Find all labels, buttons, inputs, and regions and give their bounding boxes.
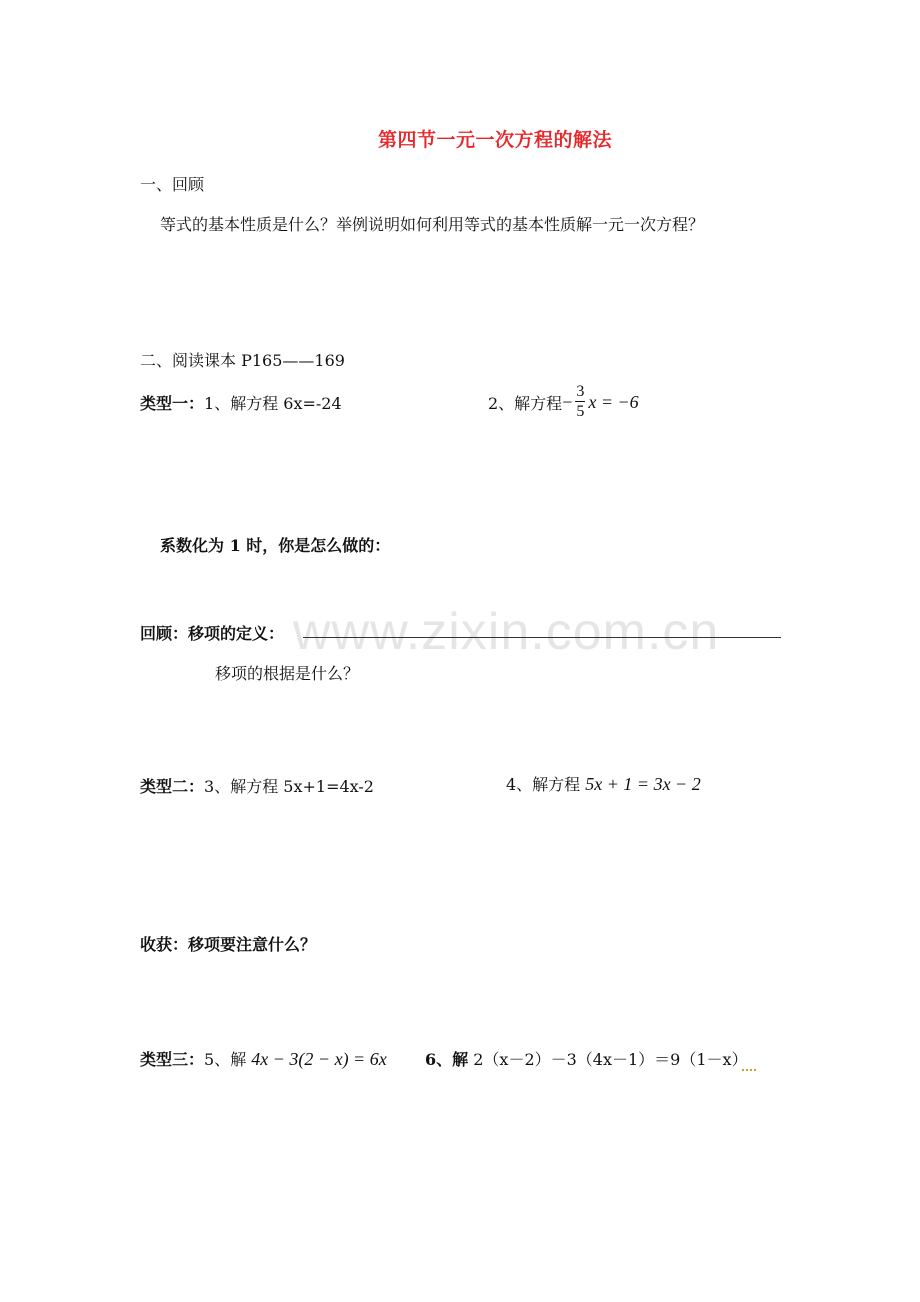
- transpose-definition-label: 回顾：移项的定义：: [140, 624, 285, 643]
- decorative-mark: [742, 1064, 756, 1071]
- harvest-question: 收获：移项要注意什么？: [140, 935, 317, 954]
- fraction-numerator: 3: [576, 383, 585, 400]
- problem-6: [425, 1047, 748, 1070]
- review-heading: 一、回顾: [140, 175, 205, 194]
- coefficient-question: 系数化为 1 时，你是怎么做的：: [160, 536, 391, 555]
- problem-5-equation: 4x − 3(2 − x) = 6x: [251, 1049, 387, 1069]
- type3-row: [140, 1047, 387, 1070]
- type2-row: [140, 774, 374, 797]
- problem-2-prefix: 2、解方程: [488, 393, 563, 413]
- problem-4: [506, 772, 701, 795]
- problem-4-prefix: 4、解方程: [506, 775, 581, 794]
- answer-line: [303, 637, 781, 638]
- problem-2-fraction: [575, 384, 585, 420]
- problem-6-prefix: 6、解: [425, 1050, 469, 1069]
- fraction-denominator: 5: [576, 403, 585, 420]
- problem-2-rest: x = −6: [588, 391, 639, 412]
- page-title: 第四节一元一次方程的解法: [378, 129, 613, 151]
- problem-1: 1、解方程 6x=-24: [204, 394, 342, 413]
- type1-label: 类型一：: [140, 394, 205, 413]
- problem-4-equation: 5x + 1 = 3x − 2: [585, 774, 701, 794]
- transpose-basis-question: 移项的根据是什么？: [215, 664, 360, 683]
- problem-6-equation: 2（x－2）－3（4x－1）＝9（1－x）: [473, 1050, 748, 1069]
- problem-2-minus: −: [562, 391, 573, 412]
- watermark: www.zixin.com.cn: [293, 603, 720, 661]
- problem-5-prefix: 5、解: [204, 1050, 247, 1069]
- reading-heading: 二、阅读课本 P165——169: [140, 351, 345, 370]
- review-question: 等式的基本性质是什么？举例说明如何利用等式的基本性质解一元一次方程？: [160, 215, 705, 234]
- type3-label: 类型三：: [140, 1050, 205, 1069]
- type2-label: 类型二：: [140, 777, 205, 796]
- problem-2: [488, 378, 639, 426]
- type1-row: [140, 391, 342, 414]
- problem-3: 3、解方程 5x+1=4x-2: [204, 777, 374, 796]
